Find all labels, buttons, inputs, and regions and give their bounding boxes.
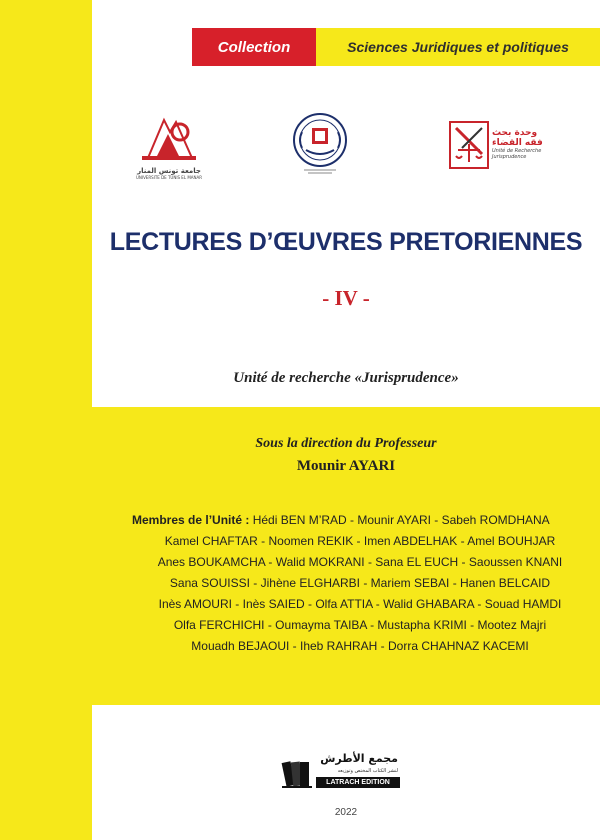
publisher-name: LATRACH EDITION (316, 777, 400, 788)
members-label: Membres de l’Unité : (132, 513, 250, 527)
books-icon (280, 756, 314, 790)
research-unit-subcaption: Unité de Recherche Jurisprudence (492, 148, 542, 160)
publisher-tagline: لنشر الكتاب المختص وتوزيعه (337, 768, 398, 774)
direction-label: Sous la direction du Professeur (255, 436, 437, 451)
members-line: Mouadh BEJAOUI - Iheb RAHRAH - Dorra CHAHNAZ KACEMI (191, 639, 529, 653)
research-unit-name: Unité de recherche «Jurisprudence» (233, 370, 459, 386)
collection-bar (192, 28, 600, 66)
members-line: Sana SOUISSI - Jihène ELGHARBI - Mariem SEBAI - Hanen BELCAID (169, 576, 551, 590)
publication-year: 2022 (334, 807, 358, 818)
members-line: Anes BOUKAMCHA - Walid MOKRANI - Sana EL EUCH - Saoussen KNANI (157, 555, 563, 569)
collection-label: Collection (192, 28, 316, 66)
publisher-logo (280, 752, 400, 798)
member-names: Hédi BEN M’RAD - Mounir AYARI - Sabeh ROMDHANA (252, 513, 550, 527)
university-caption: جامعة تونس المنار (137, 167, 201, 175)
faculty-crest (290, 110, 350, 182)
director-name: Mounir AYARI (296, 458, 396, 474)
book-volume: - IV - (322, 286, 370, 310)
research-unit-caption: وحدة بحث فقه القضاء (492, 128, 543, 148)
research-unit-logo-icon (448, 120, 490, 170)
members-line: Inès AMOURI - Inès SAIED - Olfa ATTIA - Walid GHABARA - Souad HAMDI (158, 597, 562, 611)
collection-name: Sciences Juridiques et politiques (316, 28, 600, 66)
book-title: LECTURES D’ŒUVRES PRETORIENNES (109, 228, 583, 256)
university-logo (134, 112, 204, 184)
university-logo-icon (134, 112, 204, 162)
research-unit-logo (448, 120, 558, 176)
publisher-arabic-name: مجمع الأطرش (320, 752, 398, 765)
members-list (120, 510, 600, 657)
members-line (120, 510, 600, 531)
faculty-crest-icon (290, 110, 350, 176)
members-line: Kamel CHAFTAR - Noomen REKIK - Imen ABDELHAK - Amel BOUHJAR (164, 534, 556, 548)
members-line: Olfa FERCHICHI - Oumayma TAIBA - Mustapha KRIMI - Mootez Majri (173, 618, 547, 632)
university-subcaption: UNIVERSITE DE TUNIS EL MANAR (135, 175, 203, 180)
